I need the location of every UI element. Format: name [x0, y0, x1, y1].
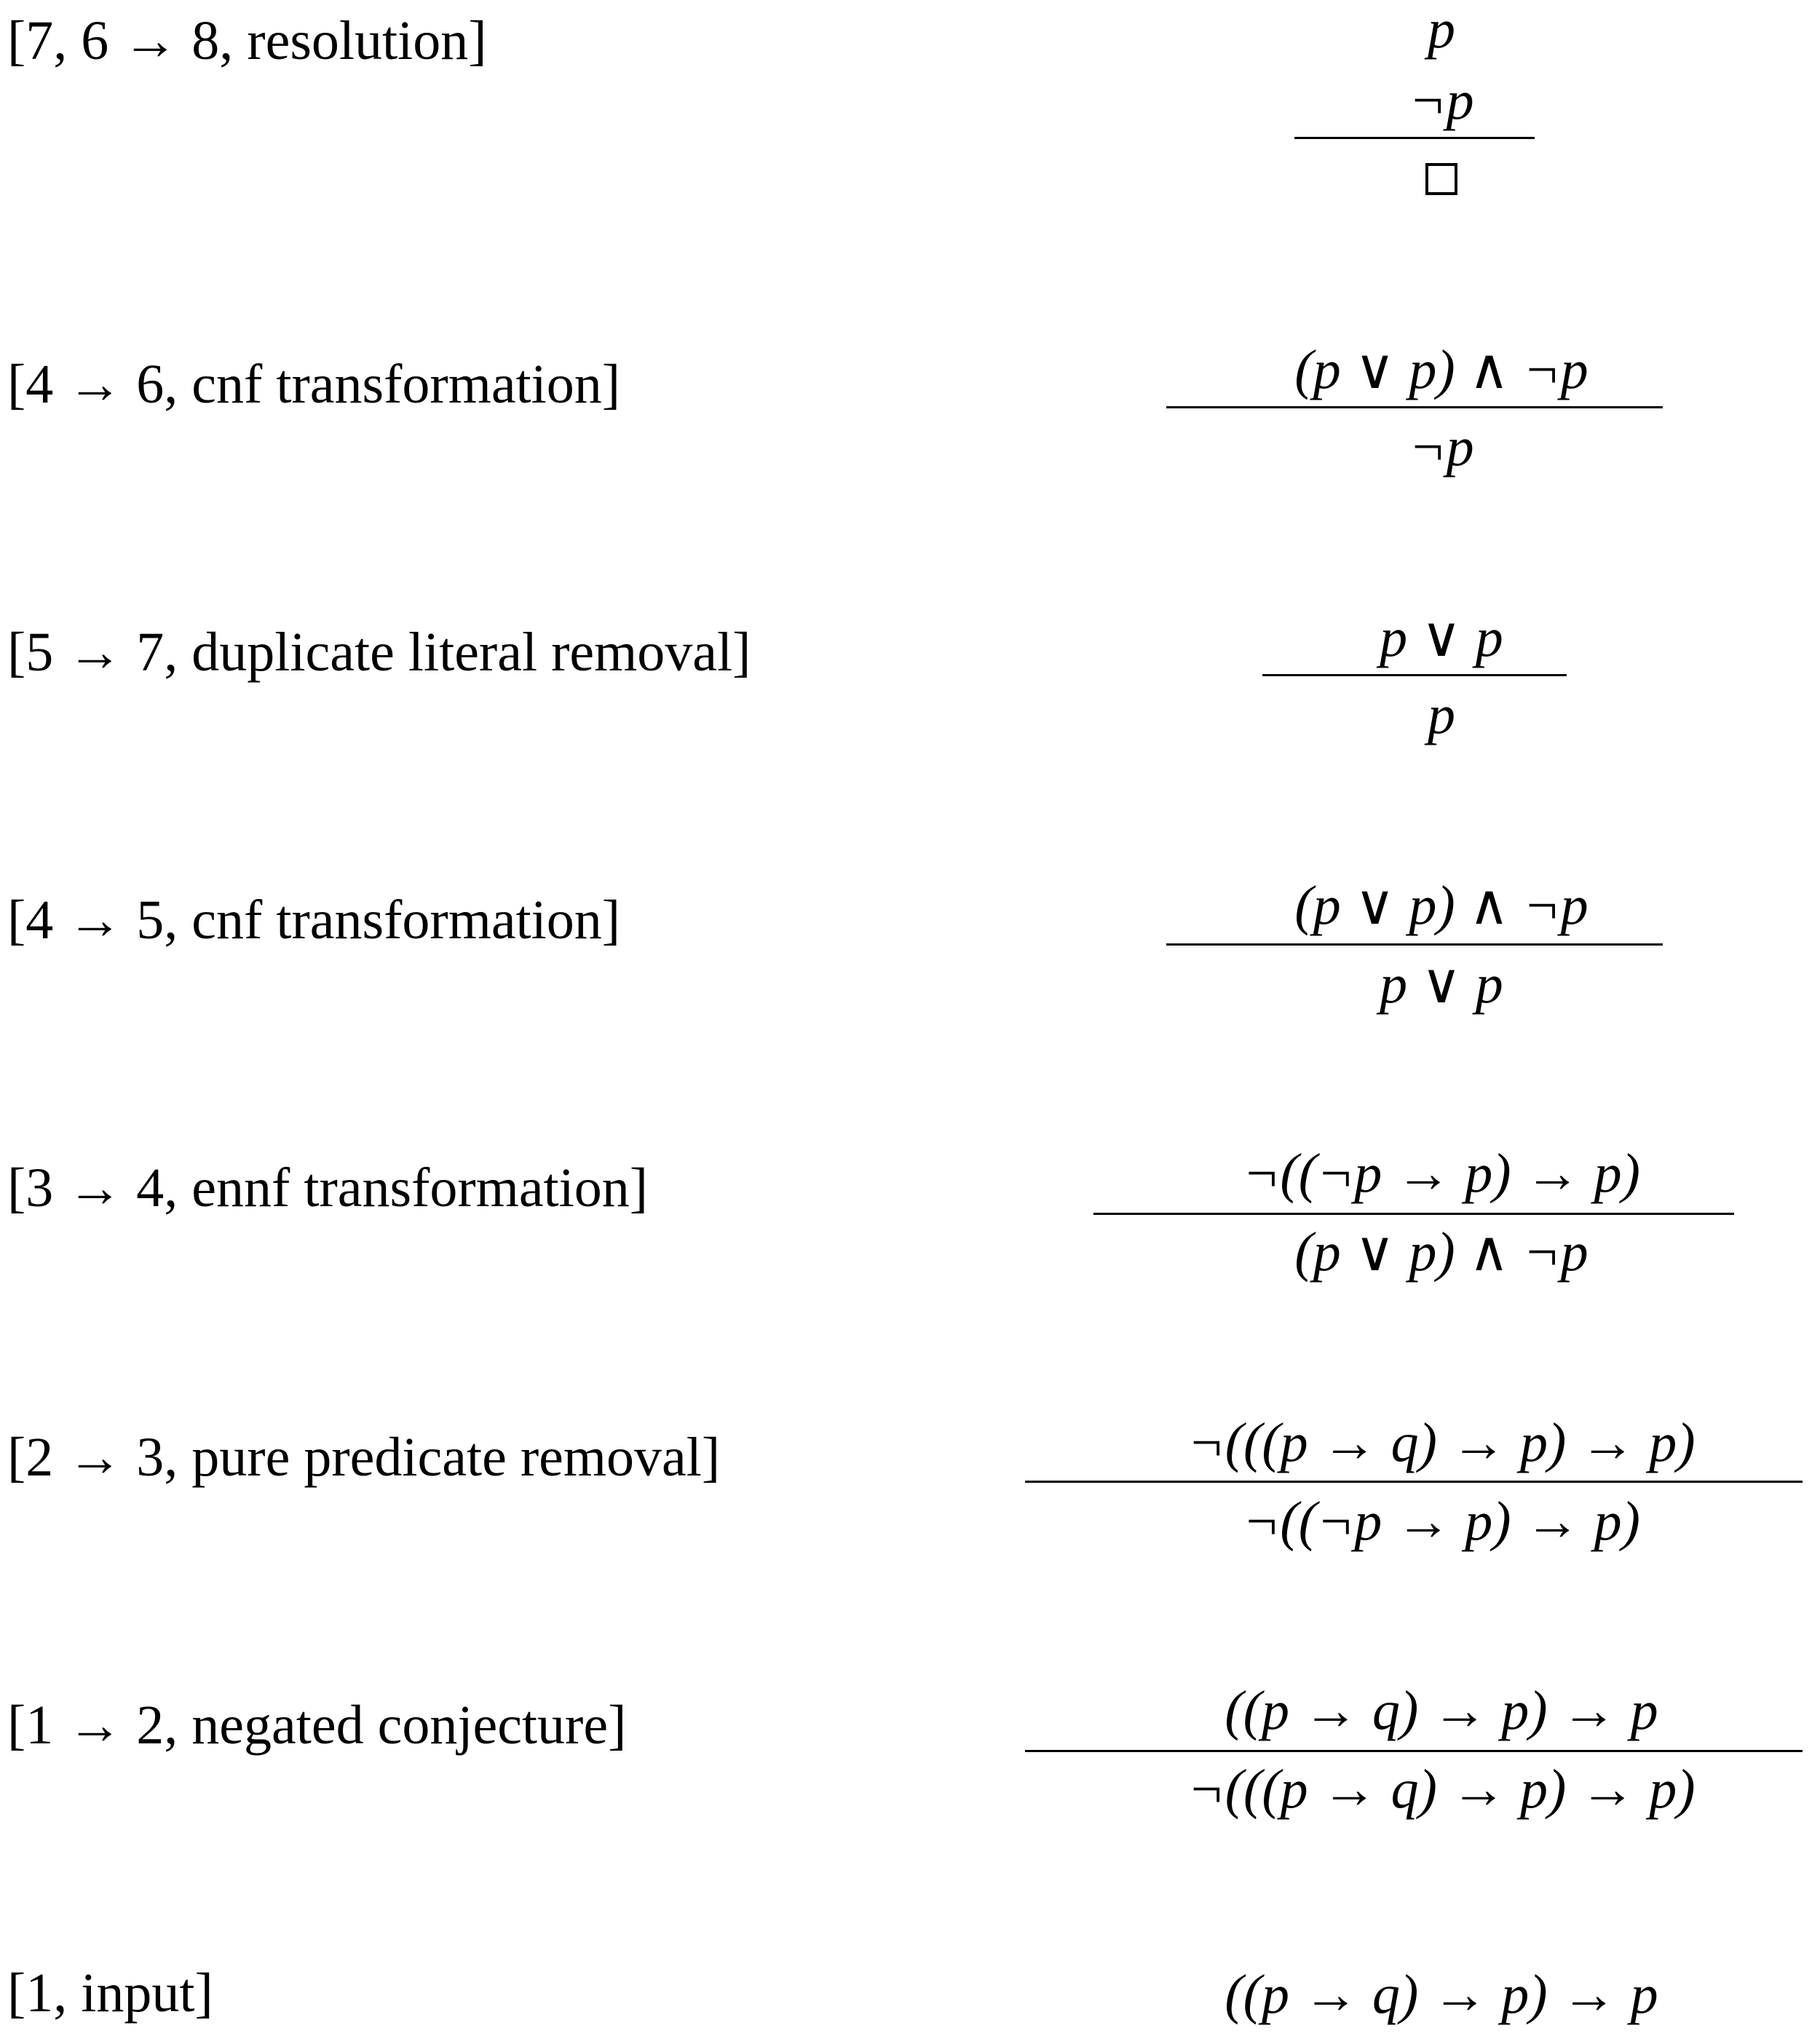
inference-line	[1262, 674, 1567, 676]
conclusion-formula: ¬(((p → q) → p) → p)	[1187, 1759, 1696, 1820]
step-label: [1 → 2, negated conjecture]	[7, 1695, 627, 1756]
step-label: [3 → 4, ennf transformation]	[7, 1157, 649, 1219]
premise-formula: p	[1428, 0, 1455, 60]
step-label: [2 → 3, pure predicate removal]	[7, 1427, 721, 1488]
empty-clause-box-icon	[1425, 163, 1457, 195]
premise-formula: (p ∨ p) ∧ ¬p	[1294, 339, 1588, 400]
conclusion-formula	[0, 144, 1820, 202]
step-label: [4 → 6, cnf transformation]	[7, 354, 621, 415]
inference-line	[1025, 1481, 1803, 1483]
step-label: [7, 6 → 8, resolution]	[7, 10, 487, 71]
premise-formula: ¬((¬p → p) → p)	[1243, 1143, 1640, 1204]
premise-formula: ¬(((p → q) → p) → p)	[1187, 1412, 1696, 1473]
step-label: [1, input]	[7, 1962, 213, 2024]
step-label: [5 → 7, duplicate literal removal]	[7, 622, 751, 683]
conclusion-formula: ¬p	[1409, 416, 1474, 478]
inference-line	[1166, 406, 1663, 408]
inference-line	[1166, 943, 1663, 946]
premise-formula: ¬p	[1409, 70, 1474, 131]
premise-formula: p ∨ p	[1380, 607, 1503, 668]
conclusion-formula: (p ∨ p) ∧ ¬p	[1294, 1221, 1588, 1283]
inference-line	[1093, 1213, 1734, 1215]
conclusion-formula: ((p → q) → p) → p	[1224, 1964, 1658, 2025]
step-label: [4 → 5, cnf transformation]	[7, 890, 621, 951]
conclusion-formula: ¬((¬p → p) → p)	[1243, 1491, 1640, 1552]
premise-formula: ((p → q) → p) → p	[1224, 1680, 1658, 1741]
inference-line	[1025, 1750, 1803, 1752]
conclusion-formula: p ∨ p	[1380, 954, 1503, 1015]
inference-line	[1294, 137, 1535, 139]
premise-formula: (p ∨ p) ∧ ¬p	[1294, 875, 1588, 936]
conclusion-formula: p	[1428, 684, 1455, 745]
